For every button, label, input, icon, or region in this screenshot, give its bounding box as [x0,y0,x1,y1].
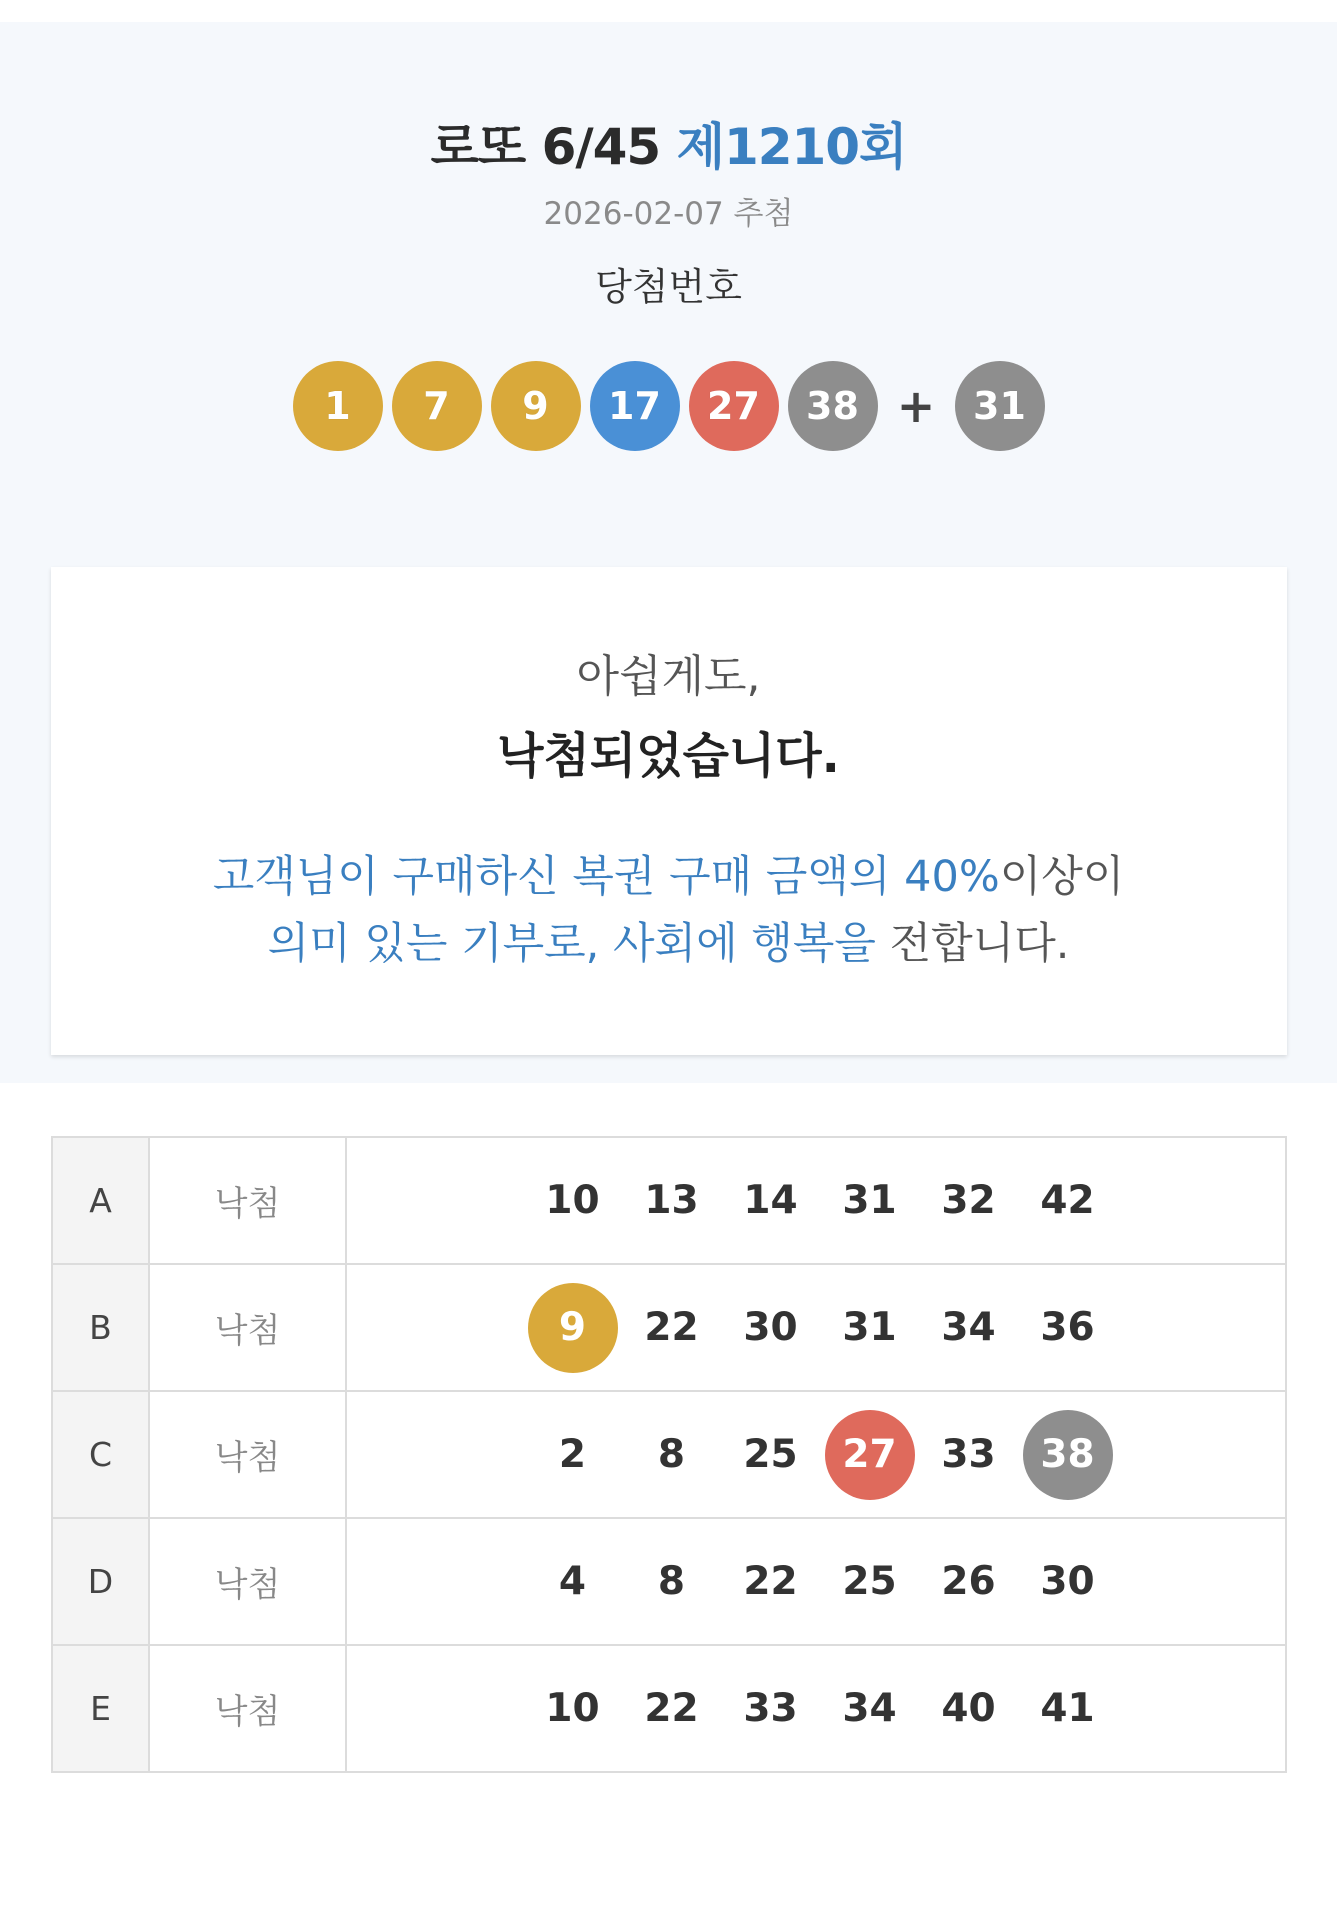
game-number: 33 [743,1686,798,1731]
game-number: 22 [644,1305,699,1350]
game-number: 31 [842,1305,897,1350]
game-numbers [347,1283,1285,1373]
game-number: 22 [743,1559,798,1604]
game-numbers [347,1537,1285,1627]
game-number: 13 [644,1178,699,1223]
table-row [52,1518,1286,1645]
page-title [0,107,1337,179]
lost-message: 낙첨되었습니다. [497,728,840,784]
game-number: 26 [941,1559,996,1604]
draw-date: 2026-02-07 추첨 [543,196,794,232]
winning-ball: 7 [392,361,482,451]
game-label: E [52,1645,149,1772]
game-label: A [52,1137,149,1264]
game-number: 2 [558,1432,587,1477]
game-numbers [347,1156,1285,1246]
winning-ball: 17 [590,361,680,451]
matched-number-ball: 9 [528,1283,618,1373]
donation-message [0,844,1337,978]
game-number: 25 [743,1432,798,1477]
game-number: 30 [743,1305,798,1350]
game-number: 42 [1040,1178,1095,1223]
purchased-games-table [51,1136,1287,1773]
winning-ball: 38 [788,361,878,451]
game-number: 14 [743,1178,798,1223]
matched-number-ball: 27 [825,1410,915,1500]
donation-line2-rest: 전합니다. [875,919,1070,969]
winning-ball: 1 [293,361,383,451]
winning-ball: 9 [491,361,581,451]
game-status: 낙첨 [149,1645,346,1772]
game-number: 4 [558,1559,587,1604]
table-row [52,1391,1286,1518]
game-status: 낙첨 [149,1518,346,1645]
game-label: B [52,1264,149,1391]
game-numbers-cell [346,1391,1286,1518]
winning-numbers-label: 당첨번호 [595,265,742,309]
plus-sign: + [896,379,936,433]
game-number: 41 [1040,1686,1095,1731]
donation-line2-highlight: 의미 있는 기부로, 사회에 행복을 [267,919,876,969]
game-number: 31 [842,1178,897,1223]
game-number: 22 [644,1686,699,1731]
donation-line1-rest: 이상이 [999,852,1125,902]
game-number: 25 [842,1559,897,1604]
game-number: 40 [941,1686,996,1731]
sorry-text: 아쉽게도, [576,651,761,702]
game-numbers-cell [346,1645,1286,1772]
table-row [52,1137,1286,1264]
table-row [52,1645,1286,1772]
matched-number-ball: 38 [1023,1410,1113,1500]
game-numbers [347,1664,1285,1754]
game-number: 10 [545,1686,600,1731]
game-status: 낙첨 [149,1391,346,1518]
game-numbers-cell [346,1264,1286,1391]
donation-line1-highlight: 고객님이 구매하신 복권 구매 금액의 40% [212,852,1000,902]
table-row [52,1264,1286,1391]
title-prefix: 로또 6/45 [430,118,661,176]
winning-numbers-row [0,361,1337,451]
round-number: 제1210회 [676,118,907,176]
bonus-ball: 31 [955,361,1045,451]
game-numbers [347,1410,1285,1500]
game-number: 10 [545,1178,600,1223]
game-number: 33 [941,1432,996,1477]
game-number: 36 [1040,1305,1095,1350]
game-label: C [52,1391,149,1518]
winning-ball: 27 [689,361,779,451]
game-numbers-cell [346,1518,1286,1645]
game-numbers-cell [346,1137,1286,1264]
game-number: 34 [842,1686,897,1731]
game-number: 8 [657,1559,686,1604]
top-gap [0,0,1337,22]
game-number: 34 [941,1305,996,1350]
game-status: 낙첨 [149,1137,346,1264]
game-number: 32 [941,1178,996,1223]
game-status: 낙첨 [149,1264,346,1391]
game-label: D [52,1518,149,1645]
game-number: 30 [1040,1559,1095,1604]
game-number: 8 [657,1432,686,1477]
draw-summary-section [0,22,1337,1083]
